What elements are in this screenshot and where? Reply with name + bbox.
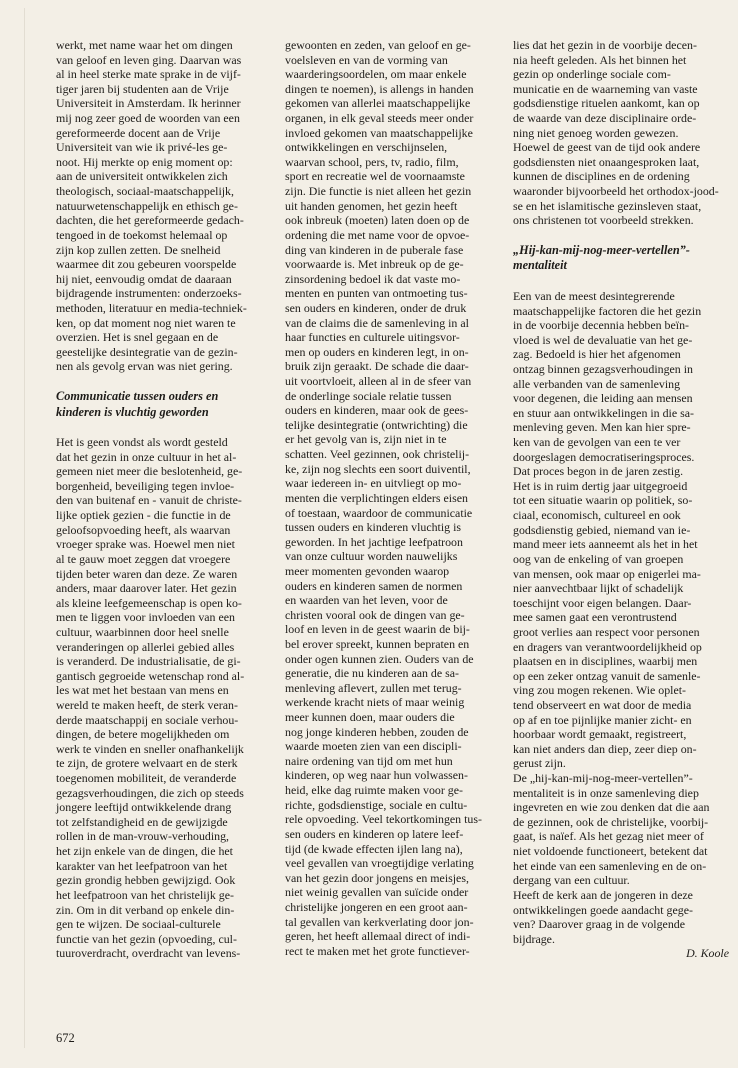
text-line: aan de universiteit ontwikkelen zich bbox=[56, 169, 228, 184]
text-line: ingevreten en wie zou denken dat die aan bbox=[513, 800, 710, 815]
text-line: sen ouders en kinderen, onder de druk bbox=[285, 300, 467, 315]
text-line: gezagsverhoudingen, die zich op steeds bbox=[56, 785, 244, 800]
text-line: kinderen, op weg naar hun volwassen- bbox=[285, 768, 468, 783]
text-line: cultuur, waarbinnen door heel snelle bbox=[56, 624, 229, 639]
text-line: Universiteit in Amsterdam. Ik herinner bbox=[56, 96, 241, 111]
text-line: zinsordening bedoel ik dat vaste mo- bbox=[285, 271, 461, 286]
text-line: het leefpatroon van het christelijk ge- bbox=[56, 887, 234, 902]
text-line: ning niet genoeg worden gewezen. bbox=[513, 125, 679, 140]
text-line: methoden, literatuur en media-techniek- bbox=[56, 300, 247, 315]
text-line: gereformeerde docent aan de Vrije bbox=[56, 125, 221, 140]
text-line: ouders en kinderen, maar ook de gees- bbox=[285, 403, 469, 418]
text-line: geestelijke desintegratie van de gezin- bbox=[56, 344, 238, 359]
text-line: godsdienstige rituelen aankomt, kan op bbox=[513, 96, 700, 111]
text-line: meer kunnen doen, maar ouders die bbox=[285, 710, 455, 725]
text-line: theologisch, sociaal-maatschappelijk, bbox=[56, 184, 234, 199]
text-line: onder ogen kunnen zien. Ouders van de bbox=[285, 651, 474, 666]
text-line: waar iedereen in- en uitvliegt op mo- bbox=[285, 476, 462, 491]
section-heading-line: mentaliteit bbox=[513, 258, 567, 273]
text-line: gezin grondig hebben gewijzigd. Ook bbox=[56, 873, 236, 888]
text-line: municatie en de waarneming van vaste bbox=[513, 81, 698, 96]
section-heading-line: „Hij-kan-mij-nog-meer-vertellen”- bbox=[513, 242, 690, 257]
text-line: organen, in elk geval steeds meer onder bbox=[285, 111, 474, 126]
text-line: mand meer iets aanneemt als het in het bbox=[513, 537, 698, 552]
text-line: Universiteit van wie ik privé-les ge- bbox=[56, 140, 228, 155]
author-signature: D. Koole bbox=[686, 946, 729, 961]
text-line: hij niet, eenvoudig omdat de daaraan bbox=[56, 271, 232, 286]
text-line: voor degenen, die leiding aan mensen bbox=[513, 391, 693, 406]
text-line: alle verbanden van de samenleving bbox=[513, 376, 681, 391]
text-line: niet voldoende functioneert, betekent dat bbox=[513, 844, 708, 859]
text-line: en waarden van het leven, voor de bbox=[285, 593, 448, 608]
text-line: wereld te maken heeft, de sterk veran- bbox=[56, 697, 238, 712]
text-line: tiger jaren bij studenten aan de Vrije bbox=[56, 81, 229, 96]
text-line: bel erover spreekt, kunnen bepraten en bbox=[285, 636, 470, 651]
text-line: christen vooral ook de dingen van ge- bbox=[285, 607, 465, 622]
text-line: tal gevallen van kerkverlating door jon- bbox=[285, 914, 474, 929]
text-line: doorgeslagen democratiseringsproces. bbox=[513, 449, 695, 464]
text-line: van mensen, ook maar op enigerlei ma- bbox=[513, 566, 701, 581]
text-line: gerust zijn. bbox=[513, 756, 566, 771]
text-line: tengoed in de toekomst helemaal op bbox=[56, 227, 228, 242]
text-line: waarde moeten zien van een discipli- bbox=[285, 739, 462, 754]
text-line: ding van kinderen in de puberale fase bbox=[285, 242, 464, 257]
text-line: ook inbreuk (moeten) laten doen op de bbox=[285, 213, 470, 228]
text-line: telijke desintegratie (ontwrichting) die bbox=[285, 417, 468, 432]
text-line: zag. Bedoeld is hier het afgenomen bbox=[513, 347, 681, 362]
text-line: van geloof en leven ging. Daarvan was bbox=[56, 52, 242, 67]
text-line: functie van het gezin (opvoeding, cul- bbox=[56, 931, 237, 946]
text-line: Hoewel de geest van de tijd ook andere bbox=[513, 140, 701, 155]
text-line: les wat met het bestaan van mens en bbox=[56, 683, 229, 698]
text-line: veranderingen op allerlei gebied alles bbox=[56, 639, 235, 654]
text-line: voorwaarde is. Met inbreuk op de ge- bbox=[285, 257, 464, 272]
text-line: te zijn, de grotere welvaart en de sterk bbox=[56, 756, 238, 771]
text-line: en dragers van verantwoordelijkheid op bbox=[513, 639, 702, 654]
text-line: tot een situatie waarin op politiek, so- bbox=[513, 493, 693, 508]
text-line: heid, elke dag ruimte maken voor ge- bbox=[285, 783, 463, 798]
text-line: is veranderd. De industrialisatie, de gi- bbox=[56, 654, 241, 669]
text-line: toeschijnt voor eigen belangen. Daar- bbox=[513, 595, 692, 610]
text-line: uit voortvloeit, alleen al in de sfeer van bbox=[285, 374, 472, 389]
text-line: mij nog zeer goed de woorden van een bbox=[56, 111, 240, 126]
text-line: ouders en kinderen samen de normen bbox=[285, 578, 463, 593]
text-line: overzien. Het is snel gegaan en de bbox=[56, 330, 219, 345]
text-line: werkt, met name waar het om dingen bbox=[56, 38, 233, 52]
text-line: tijden beter waren dan deze. Ze waren bbox=[56, 566, 238, 581]
text-line: gezin op onderlinge sociale com- bbox=[513, 67, 671, 82]
text-line: ontwikkelingen en verschijnselen, bbox=[285, 140, 448, 155]
text-line: haar functies en culturele uitingsvor- bbox=[285, 330, 460, 345]
page-edge-shadow bbox=[24, 8, 25, 1048]
text-line: waarvan school, pers, tv, radio, film, bbox=[285, 154, 459, 169]
text-line: loof en leven in de geest waarin de bij- bbox=[285, 622, 470, 637]
text-line: ordening die met name voor de opvoe- bbox=[285, 227, 470, 242]
text-column-3 bbox=[513, 38, 733, 961]
text-column-2 bbox=[285, 38, 503, 958]
text-line: noot. Hij merkte op enig moment op: bbox=[56, 154, 233, 169]
text-line: den van buitenaf en - vanuit de christe- bbox=[56, 493, 242, 508]
text-line: op een zeker ontzag vanuit de samenle- bbox=[513, 668, 701, 683]
text-line: Het is in ruim dertig jaar uitgegroeid bbox=[513, 478, 688, 493]
text-line: veel gevallen van vroegtijdige verlating bbox=[285, 856, 474, 871]
text-line: rele opvoeding. Veel tekortkomingen tus- bbox=[285, 812, 482, 827]
text-line: ontzag binnen gezagsverhoudingen in bbox=[513, 361, 693, 376]
text-line: se en het islamitische gezinsleven staat, bbox=[513, 198, 702, 213]
text-line: werkende kracht niets of maar weinig bbox=[285, 695, 465, 710]
text-line: Het is geen vondst als wordt gesteld bbox=[56, 435, 228, 450]
text-line: maatschappelijke factoren die het gezin bbox=[513, 303, 702, 318]
text-line: voelsleven en van de vorming van bbox=[285, 52, 448, 67]
text-line: invloed gekomen van maatschappelijke bbox=[285, 125, 473, 140]
text-column-1 bbox=[56, 38, 269, 961]
text-line: menleving aflevert, zullen met terug- bbox=[285, 680, 462, 695]
text-line: naire ordening van tijd om met hun bbox=[285, 753, 453, 768]
text-line: ving zou mogen rekenen. Wie oplet- bbox=[513, 683, 686, 698]
text-line: de onderlinge sociale relatie tussen bbox=[285, 388, 452, 403]
text-line: generatie, die nu kinderen aan de sa- bbox=[285, 666, 459, 681]
text-line: tend observeert en wat door de media bbox=[513, 697, 692, 712]
text-line: waaronder bijvoorbeeld het orthodox-jood- bbox=[513, 184, 719, 199]
text-line: van onze cultuur worden nauwelijks bbox=[285, 549, 458, 564]
text-line: godsdiensten niet onaangesproken laat, bbox=[513, 154, 700, 169]
text-line: mee samen gaat een verontrustend bbox=[513, 610, 677, 625]
text-line: kan niet anders dan diep, zeer diep on- bbox=[513, 741, 697, 756]
text-line: nen als gevolg ervan was niet gering. bbox=[56, 359, 233, 374]
text-line: derde maatschappij en sociale verhou- bbox=[56, 712, 239, 727]
paragraph-gap bbox=[56, 420, 269, 435]
text-line: gewoonten en zeden, van geloof en ge- bbox=[285, 38, 471, 52]
text-line: uit handen genomen, het gezin heeft bbox=[285, 198, 458, 213]
text-line: van het gezin door jongens en meisjes, bbox=[285, 870, 469, 885]
text-line: schatten. Veel gezinnen, ook christelij- bbox=[285, 447, 470, 462]
text-line: nia heeft geleden. Als het binnen het bbox=[513, 52, 687, 67]
text-line: meer momenten gevonden waarop bbox=[285, 563, 450, 578]
text-line: zijn. Die functie is niet alleen het gezin bbox=[285, 184, 472, 199]
text-line: sport en recreatie wel de voornaamste bbox=[285, 169, 465, 184]
text-line: het zijn enkele van de dingen, die het bbox=[56, 844, 233, 859]
text-line: tuuroverdracht, overdracht van levens- bbox=[56, 946, 241, 961]
text-line: Dat proces begon in de jaren zestig. bbox=[513, 464, 684, 479]
text-line: waarderingsoordelen, om maar enkele bbox=[285, 67, 467, 82]
text-line: van de claims die de samenleving in al bbox=[285, 315, 469, 330]
text-line: menleving geven. Men kan hier spre- bbox=[513, 420, 691, 435]
text-line: lijke optiek gezien - die functie in de bbox=[56, 508, 231, 523]
text-line: het einde van een samenleving en de on- bbox=[513, 858, 707, 873]
text-line: dingen, de betere mogelijkheden om bbox=[56, 727, 230, 742]
text-line: als kleine leefgemeenschap is open ko- bbox=[56, 595, 242, 610]
text-line: gemeen niet meer die beslotenheid, ge- bbox=[56, 464, 243, 479]
text-line: op af en toe pijnlijke manier zicht- en bbox=[513, 712, 692, 727]
text-line: hoorbaar wordt gemaakt, registreert, bbox=[513, 727, 687, 742]
text-line: rect te maken met het grote functiever- bbox=[285, 943, 470, 958]
text-line: men te liggen voor invloeden van een bbox=[56, 610, 235, 625]
page-number: 672 bbox=[56, 1031, 75, 1045]
text-line: menten die verplichtingen elders eisen bbox=[285, 490, 468, 505]
text-line: plaatsen en in disciplines, waarbij men bbox=[513, 654, 698, 669]
text-line: gaat, is naïef. Als het gezag niet meer of bbox=[513, 829, 704, 844]
text-line: de gezinnen, ook de christelijke, voorbij- bbox=[513, 814, 709, 829]
text-line: borgenheid, beveiliging tegen invloe- bbox=[56, 478, 235, 493]
text-line: ke, zijn nog slechts een soort duiventil, bbox=[285, 461, 471, 476]
text-line: bruik zijn geraakt. De schade die daar- bbox=[285, 359, 469, 374]
text-line: of toestaan, waardoor de communicatie bbox=[285, 505, 473, 520]
text-line: mentaliteit is in onze samenleving diep bbox=[513, 785, 699, 800]
text-line: Heeft de kerk aan de jongeren in deze bbox=[513, 887, 693, 902]
text-line: dat het gezin in onze cultuur in het al- bbox=[56, 449, 237, 464]
text-line: de waarde van deze disciplinaire orde- bbox=[513, 111, 697, 126]
text-line: De „hij-kan-mij-nog-meer-vertellen”- bbox=[513, 771, 693, 786]
text-line: waarmee dit zou gebeuren voorspelde bbox=[56, 257, 237, 272]
paragraph-gap bbox=[513, 274, 733, 289]
text-line: er het gevolg van is, zijn niet in te bbox=[285, 432, 447, 447]
text-line: christelijke jongeren en een groot aan- bbox=[285, 899, 468, 914]
text-line: rollen in de man-vrouw-verhouding, bbox=[56, 829, 230, 844]
text-line: karakter van het leefpatroon van het bbox=[56, 858, 228, 873]
text-line: gantisch gegroeide wetenschap rond al- bbox=[56, 668, 245, 683]
text-line: tot zelfstandigheid en de gewijzigde bbox=[56, 814, 228, 829]
text-line: ontwikkelingen goede aandacht gege- bbox=[513, 902, 693, 917]
text-line: bijdrage. bbox=[513, 931, 555, 946]
text-line: dingen te noemen), is allengs in handen bbox=[285, 81, 474, 96]
text-line: vroeger sprake was. Hoewel men niet bbox=[56, 537, 235, 552]
text-line: vloed is wel de devaluatie van het ge- bbox=[513, 332, 693, 347]
text-line: bijdragende instrumenten: onderzoeks- bbox=[56, 286, 242, 301]
text-line: lies dat het gezin in de voorbije decen- bbox=[513, 38, 697, 52]
text-line: oog van de enkeling of van groepen bbox=[513, 551, 684, 566]
text-line: tussen ouders en kinderen vluchtig is bbox=[285, 520, 462, 535]
text-line: godsdienstig gebied, niemand van ie- bbox=[513, 522, 691, 537]
text-line: ken van de gevolgen van een te ver bbox=[513, 435, 681, 450]
text-line: nier aanvechtbaar lijkt of schadelijk bbox=[513, 581, 684, 596]
text-line: ons christenen tot voorbeeld strekken. bbox=[513, 213, 694, 228]
text-line: sen ouders en kinderen op latere leef- bbox=[285, 826, 464, 841]
text-line: dergang van een cultuur. bbox=[513, 873, 630, 888]
paragraph-gap bbox=[56, 374, 269, 389]
text-line: kunnen de disciplines en de ordening bbox=[513, 169, 690, 184]
text-line: geloofsopvoeding heeft, als waarvan bbox=[56, 522, 231, 537]
text-line: nog jonge kinderen hebben, zouden de bbox=[285, 724, 469, 739]
text-line: anders, maar daarover later. Het gezin bbox=[56, 581, 237, 596]
text-line: gekomen van allerlei maatschappelijke bbox=[285, 96, 471, 111]
text-line: geren, het heeft allemaal direct of indi- bbox=[285, 929, 471, 944]
text-line: natuurwetenschappelijk en ethisch ge- bbox=[56, 198, 238, 213]
text-line: in de voorbije decennia hebben beïn- bbox=[513, 318, 689, 333]
text-line: jongere leeftijd ontwikkelende drang bbox=[56, 800, 232, 815]
text-line: ven? Daarover graag in de volgende bbox=[513, 917, 686, 932]
text-line: al te gauw moet zeggen dat vroegere bbox=[56, 551, 231, 566]
text-line: en stuur aan ontwikkelingen in die sa- bbox=[513, 405, 694, 420]
text-line: groot verlies aan respect voor personen bbox=[513, 624, 700, 639]
paragraph-gap bbox=[513, 228, 733, 243]
text-line: richte, godsdienstige, sociale en cultu- bbox=[285, 797, 468, 812]
text-line: Een van de meest desintegrerende bbox=[513, 288, 675, 303]
text-line: dachten, die het gereformeerde gedach- bbox=[56, 213, 244, 228]
text-line: niet weinig gevallen van suïcide onder bbox=[285, 885, 469, 900]
text-line: ken, op dat moment nog niet waren te bbox=[56, 315, 236, 330]
text-line: zijn kop zullen zetten. De snelheid bbox=[56, 242, 221, 257]
text-line: geworden. In het jachtige leefpatroon bbox=[285, 534, 463, 549]
text-line: werk te vinden en sneller onafhankelijk bbox=[56, 741, 244, 756]
text-line: toegenomen mobiliteit, de veranderde bbox=[56, 771, 237, 786]
text-line: zin. Om in dit verband op enkele din- bbox=[56, 902, 235, 917]
text-line: ciaal, economisch, cultureel en ook bbox=[513, 508, 681, 523]
text-line: tijd (de kwade effecten ijlen lang na), bbox=[285, 841, 463, 856]
text-line: al in heel sterke mate sprake in de vijf- bbox=[56, 67, 241, 82]
section-heading-line: Communicatie tussen ouders en bbox=[56, 389, 219, 404]
text-line: men op ouders en kinderen legt, in on- bbox=[285, 344, 469, 359]
text-line: gen te wijzen. De sociaal-culturele bbox=[56, 917, 221, 932]
text-line: menten en punten van ontmoeting tus- bbox=[285, 286, 468, 301]
section-heading-line: kinderen is vluchtig geworden bbox=[56, 404, 209, 419]
